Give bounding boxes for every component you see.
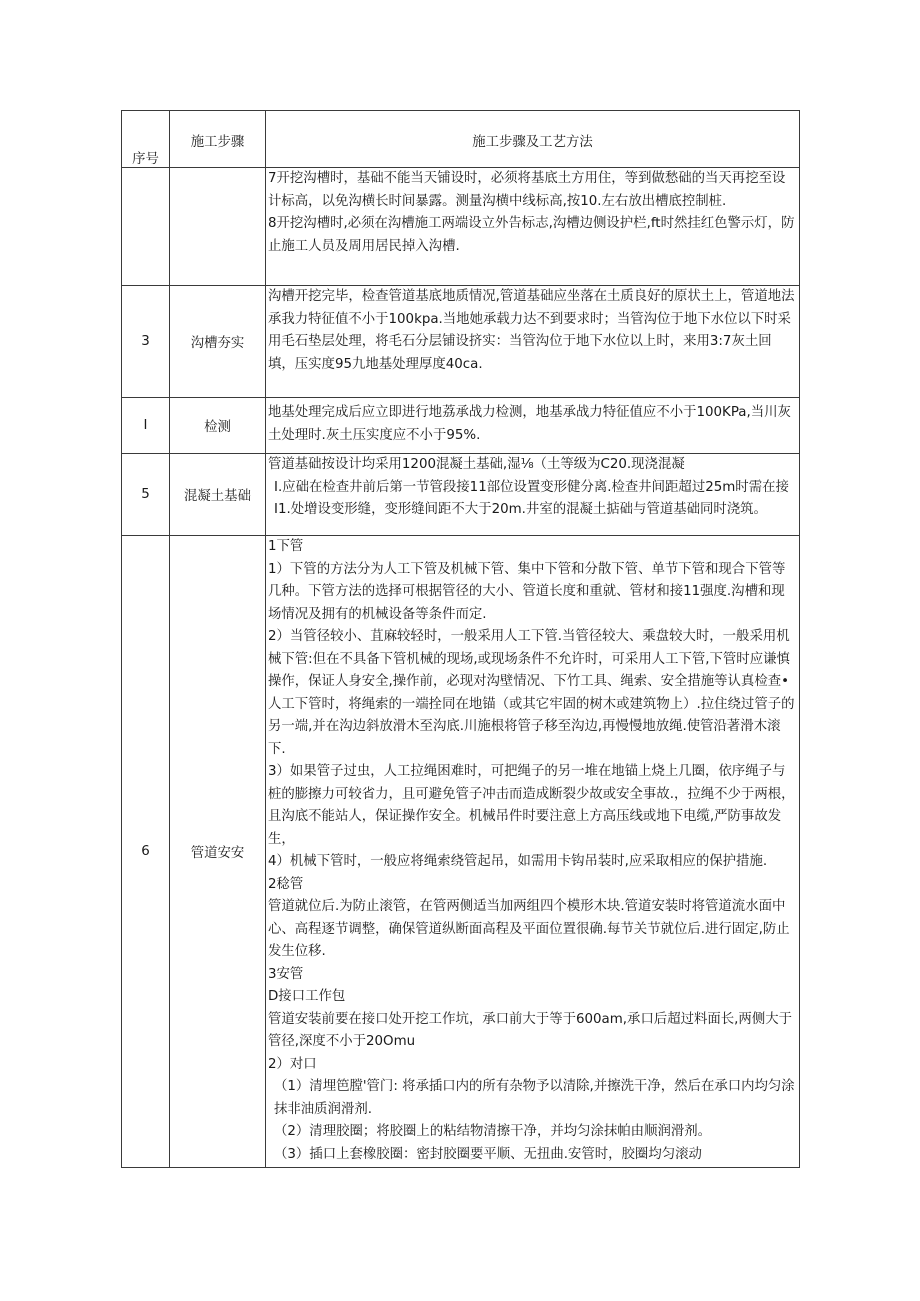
description-line: 3）如果管子过虫，人工拉绳困难时，可把绳子的另一堆在地锚上烧上几圈，依序绳子与桩的膨擦力可较省力，且可避免管子冲击而造成断裂少故或安全事故.，拉绳不少于两根，且沟底不能站人，保证操作安全。机械吊件时要注意上方高压线或地下电缆,严防事故发生， xyxy=(268,764,795,847)
description-line: 4）机械下管时，一般应将绳索绕管起吊，如需用卡钩吊装时,应采取相应的保护措施. xyxy=(268,854,768,869)
header-sequence-number: 序号 xyxy=(122,111,170,168)
table-row xyxy=(122,398,800,454)
row-description xyxy=(266,168,800,286)
row-number: 3 xyxy=(122,286,170,398)
table-row xyxy=(122,286,800,398)
description-line: D接口工作包 xyxy=(268,989,346,1004)
row-number: 5 xyxy=(122,454,170,536)
description-line: 管道安装前要在接口处开挖工作坑，承口前大于等于600am,承口后超过料面长,两侧大于管径,深度不小于20Omu xyxy=(268,1011,792,1049)
description-line: 管道基础按设计均采用1200混凝土基础,湿⅛（土等级为C20.现浇混凝 xyxy=(268,457,685,472)
row-step-name: 混凝土基础 xyxy=(170,454,266,536)
header-step-and-method: 施工步骤及工艺方法 xyxy=(266,111,800,168)
description-line: 2）对口 xyxy=(268,1056,317,1072)
row-number xyxy=(122,168,170,286)
description-line: 8开挖沟槽时,必须在沟槽施工两端设立外告标志,沟槽边侧设护栏,ft时然挂红色警示灯，防止施工人员及周用居民掉入沟槽. xyxy=(268,216,795,254)
table-header-row xyxy=(122,111,800,168)
row-description xyxy=(266,286,800,398)
description-line: 沟槽开挖完毕，检查管道基底地质情况,管道基础应坐落在土质良好的原状土上，管道地法承我力特征值不小于100kpa.当地她承载力达不到要求时；当管沟位于地下水位以下时采用毛石垫层处理，将毛石分层铺设挤实：当管沟位于地下水位以上时，来用3:7灰土回填，压实度95九地基处理厚度40ca. xyxy=(268,289,795,372)
description-line: 2）当管径较小、苴麻较轻时，一般采用人工下管.当管径较大、乘盘较大时，一般采用机械下管:但在不具备下管机械的现场,或现场条件不允许时，可采用人工下管,下管时应谦慎操作，保证人身安全,操作前，必现对沟壁情况、下竹工具、绳索、安全措施等认真检查•人工下管时，将绳索的一端拴同在地锚（或其它牢固的树木或建筑物上）.拉住绕过管子的另一端,并在沟边斜放滑木至沟底.川施根将管子移至沟边,再慢慢地放绳.使管沿著滑木滚下. xyxy=(268,629,795,757)
row-number: I xyxy=(122,398,170,454)
description-line: 2稔管 xyxy=(268,876,304,892)
description-line: 地基处理完成后应立即进行地荔承战力检测，地基承战力特征值应不小于100KPa,当川灰土处理时.灰土压实度应不小于95%. xyxy=(268,405,791,443)
table-row xyxy=(122,536,800,1168)
description-line: （2）清理胶圈；将胶圈上的粘结物清擦干净，并均匀涂抹帕由顺润滑剂。 xyxy=(274,1124,712,1139)
row-number: 6 xyxy=(122,536,170,1168)
construction-procedure-table xyxy=(121,110,800,1168)
description-line: 1）下管的方法分为人工下管及机械下管、集中下管和分散下管、单节下管和现合下管等几种。下管方法的选择可根据管径的大小、管道长度和重就、管材和接11强度.沟槽和现场情况及拥有的机械设备等条件而定. xyxy=(268,561,786,622)
row-description xyxy=(266,398,800,454)
table-row xyxy=(122,454,800,536)
row-step-name: 管道安安 xyxy=(170,536,266,1168)
header-construction-step: 施工步骤 xyxy=(170,111,266,168)
description-line: 1下管 xyxy=(268,539,304,554)
row-description xyxy=(266,454,800,536)
row-description xyxy=(266,536,800,1168)
description-line: （3）插口上套橡胶圈：密封胶圈要平顺、无扭曲.安管时，胶圈均匀滚动 xyxy=(274,1146,702,1162)
table-row xyxy=(122,168,800,286)
description-line: 管道就位后.为防止滚管，在管两侧适当加两组四个模形木块.管道安装时将管道流水面中心、高程逐节调整，确保管道纵断面高程及平面位置很确.每节关节就位后.进行固定,防止发生位移. xyxy=(268,899,790,959)
description-line: 3安管 xyxy=(268,966,304,982)
description-line: 7开挖沟槽时，基础不能当天铺设时，必须将基底土方用住，等到做愁础的当天再挖至设计标高，以免沟横长时间暴露。测量沟横中线标高,按10.左右放出槽底控制桩. xyxy=(268,171,786,209)
row-step-name xyxy=(170,168,266,286)
description-line: I.应础在检查井前后第一节管段接11部位设置变形健分离.检查井间距超过25m时需在接I1.处增设变形缝，变形缝间距不大于20m.井室的混凝土掂础与管道基础同时浇筑。 xyxy=(274,479,789,517)
row-step-name: 检测 xyxy=(170,398,266,454)
description-line: （1）清埋笆膛'管门: 将承插口内的所有杂物予以清除,并擦洗干净，然后在承口内均匀涂抹非油质润滑剂. xyxy=(274,1079,795,1117)
row-step-name: 沟槽夯实 xyxy=(170,286,266,398)
